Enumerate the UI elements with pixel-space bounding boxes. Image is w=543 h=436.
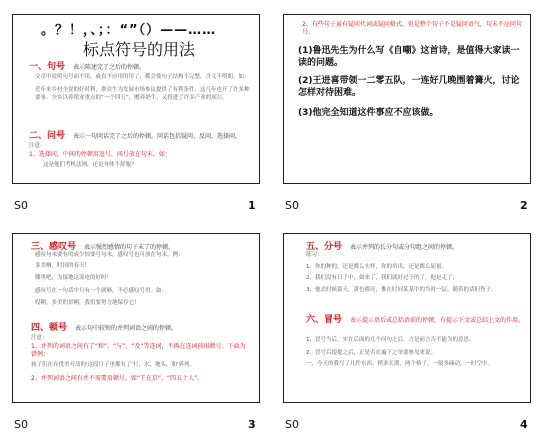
example-item: (1)鲁迅先生为什么写《自嘲》这首诗，是值得大家读一读的问题。	[298, 46, 520, 68]
body-line: 3、他去时候幕天，黄色都亮，惟在时间某某中的当时一层。随着的话们伤子。	[306, 286, 497, 293]
section-body	[306, 336, 522, 369]
section-label: 表示陈述完了之后的停顿。	[73, 64, 146, 71]
section-body	[35, 73, 251, 103]
section-label: 表示提示语后或总括语前的停顿，有提示下文或总结上文的作用。	[350, 317, 525, 324]
section-label: 表示强烈感情的句子末了的停顿。	[84, 244, 175, 251]
slide-title: 标点符号的用法	[83, 40, 196, 59]
body-line: 多美啊，时国的春天！	[35, 262, 91, 269]
body-line: 练习：	[306, 252, 323, 258]
note-item: 1、并列的词语之间有了“和”、“与”、“及”等连词，不再在连词前用顿号。下面为错例：	[31, 343, 246, 358]
body-line: 哪里吧，为接地这部电的好吗！	[35, 275, 113, 281]
note-item: 1、选择问，中间的停顿用逗号，问号放在句末。如：	[29, 151, 171, 158]
slide-1[interactable]	[12, 14, 260, 184]
body-line: 哎啊，多美的景啊，我们要努力地保存它！	[35, 300, 140, 306]
footer-mark: S0	[285, 199, 299, 212]
footer-mark: S0	[14, 199, 28, 212]
example-item: (2)王进喜带领一二零五队，一连好几晚围着篝火，讨论怎样对待困难。	[298, 76, 520, 98]
example-line: 孩子们在在优美开动的'这段日子里都有了'行、水、地头、和'界列。	[31, 362, 196, 368]
section-head-comma	[31, 320, 177, 333]
body-line: 感叹句末要有的或少惊要号句末，感叹号也可放在句末。例：	[35, 252, 184, 258]
section-head-period	[29, 59, 145, 72]
section-body	[35, 251, 251, 308]
body-line: 1、你的种的，还是都么实样，你的举出，还是都么屈量。	[306, 263, 448, 270]
section-head-text: 一、句号	[29, 62, 66, 72]
body-line: 2、冒号后提提之后，正是否在遍下之举要参见来说。	[306, 349, 437, 356]
body-line: 感叹号在一句话中只有一个就够，不必感叹号用。如：	[35, 287, 168, 294]
section-head-text: 六、冒号	[306, 315, 343, 325]
body-line: 一、今天的我写了几件东西，稍多长期，两个格子，一般多碰动，一时空中。	[306, 361, 494, 367]
body-line: 近年来乡村全党的好时利，群众生为发展市场参议提供了有利条件，这几年也开了许多种要事。全乡以养殖业重点的“一个四五”，赠养奶牛，又投进了许多产业的项目。	[35, 86, 250, 101]
footer-mark: S0	[14, 418, 28, 431]
punctuation-row: 。？！，、；：“”（）——……	[41, 23, 217, 38]
slide-3[interactable]	[12, 233, 260, 403]
section-label: 表示一句问话完了之后的停顿。问话包括疑问、反问、选择问。	[73, 133, 242, 140]
body-line: 2、我们没有日子中，如来了，我们就好过于的了，他是走了，	[306, 275, 459, 281]
section-head-text: 五、分号	[306, 242, 343, 252]
section-head-text: 三、感叹号	[31, 242, 77, 252]
note-label: 注意：	[29, 143, 46, 149]
note-label: 注意：	[31, 335, 48, 341]
slide-4[interactable]	[283, 233, 531, 403]
example-item: (3)他完全知道这件事应不应该做。	[298, 108, 439, 118]
note-item: 2、并列词语之间有并不需要用顿号，如“王在京”、“四五十人”。	[31, 375, 204, 382]
section-head-colon	[306, 312, 526, 325]
example-line: 这是他们考机法则，还是身体不舒服？	[43, 162, 137, 168]
page-number: 4	[520, 418, 528, 431]
page-number: 3	[248, 418, 256, 431]
section-head-text: 四、顿号	[31, 323, 68, 333]
section-body	[306, 251, 522, 294]
intro-note: 2、有些句子虽有疑问代词或疑问格式，但是整个句子不是疑问语气，句末不应问句号。	[302, 21, 522, 36]
page-number: 2	[520, 199, 528, 212]
footer-mark: S0	[285, 418, 299, 431]
body-line: 1、冒号当后，实在后面的几个问句之后，言是前言否不能为的意思。	[306, 337, 475, 343]
section-head-text: 二、问号	[29, 131, 66, 141]
section-label: 表示句中较短的并列词语之间的停顿。	[75, 325, 178, 332]
slide-2[interactable]	[283, 14, 531, 184]
section-head-question	[29, 128, 241, 141]
body-line: 文章中说明句号而不用，或直不应用的用了，都会使句子结构不完整，含义不明朗。如：	[35, 74, 250, 80]
section-label: 表示并列的长分句或分句组之间的停顿。	[350, 244, 459, 251]
page-number: 1	[248, 199, 256, 212]
